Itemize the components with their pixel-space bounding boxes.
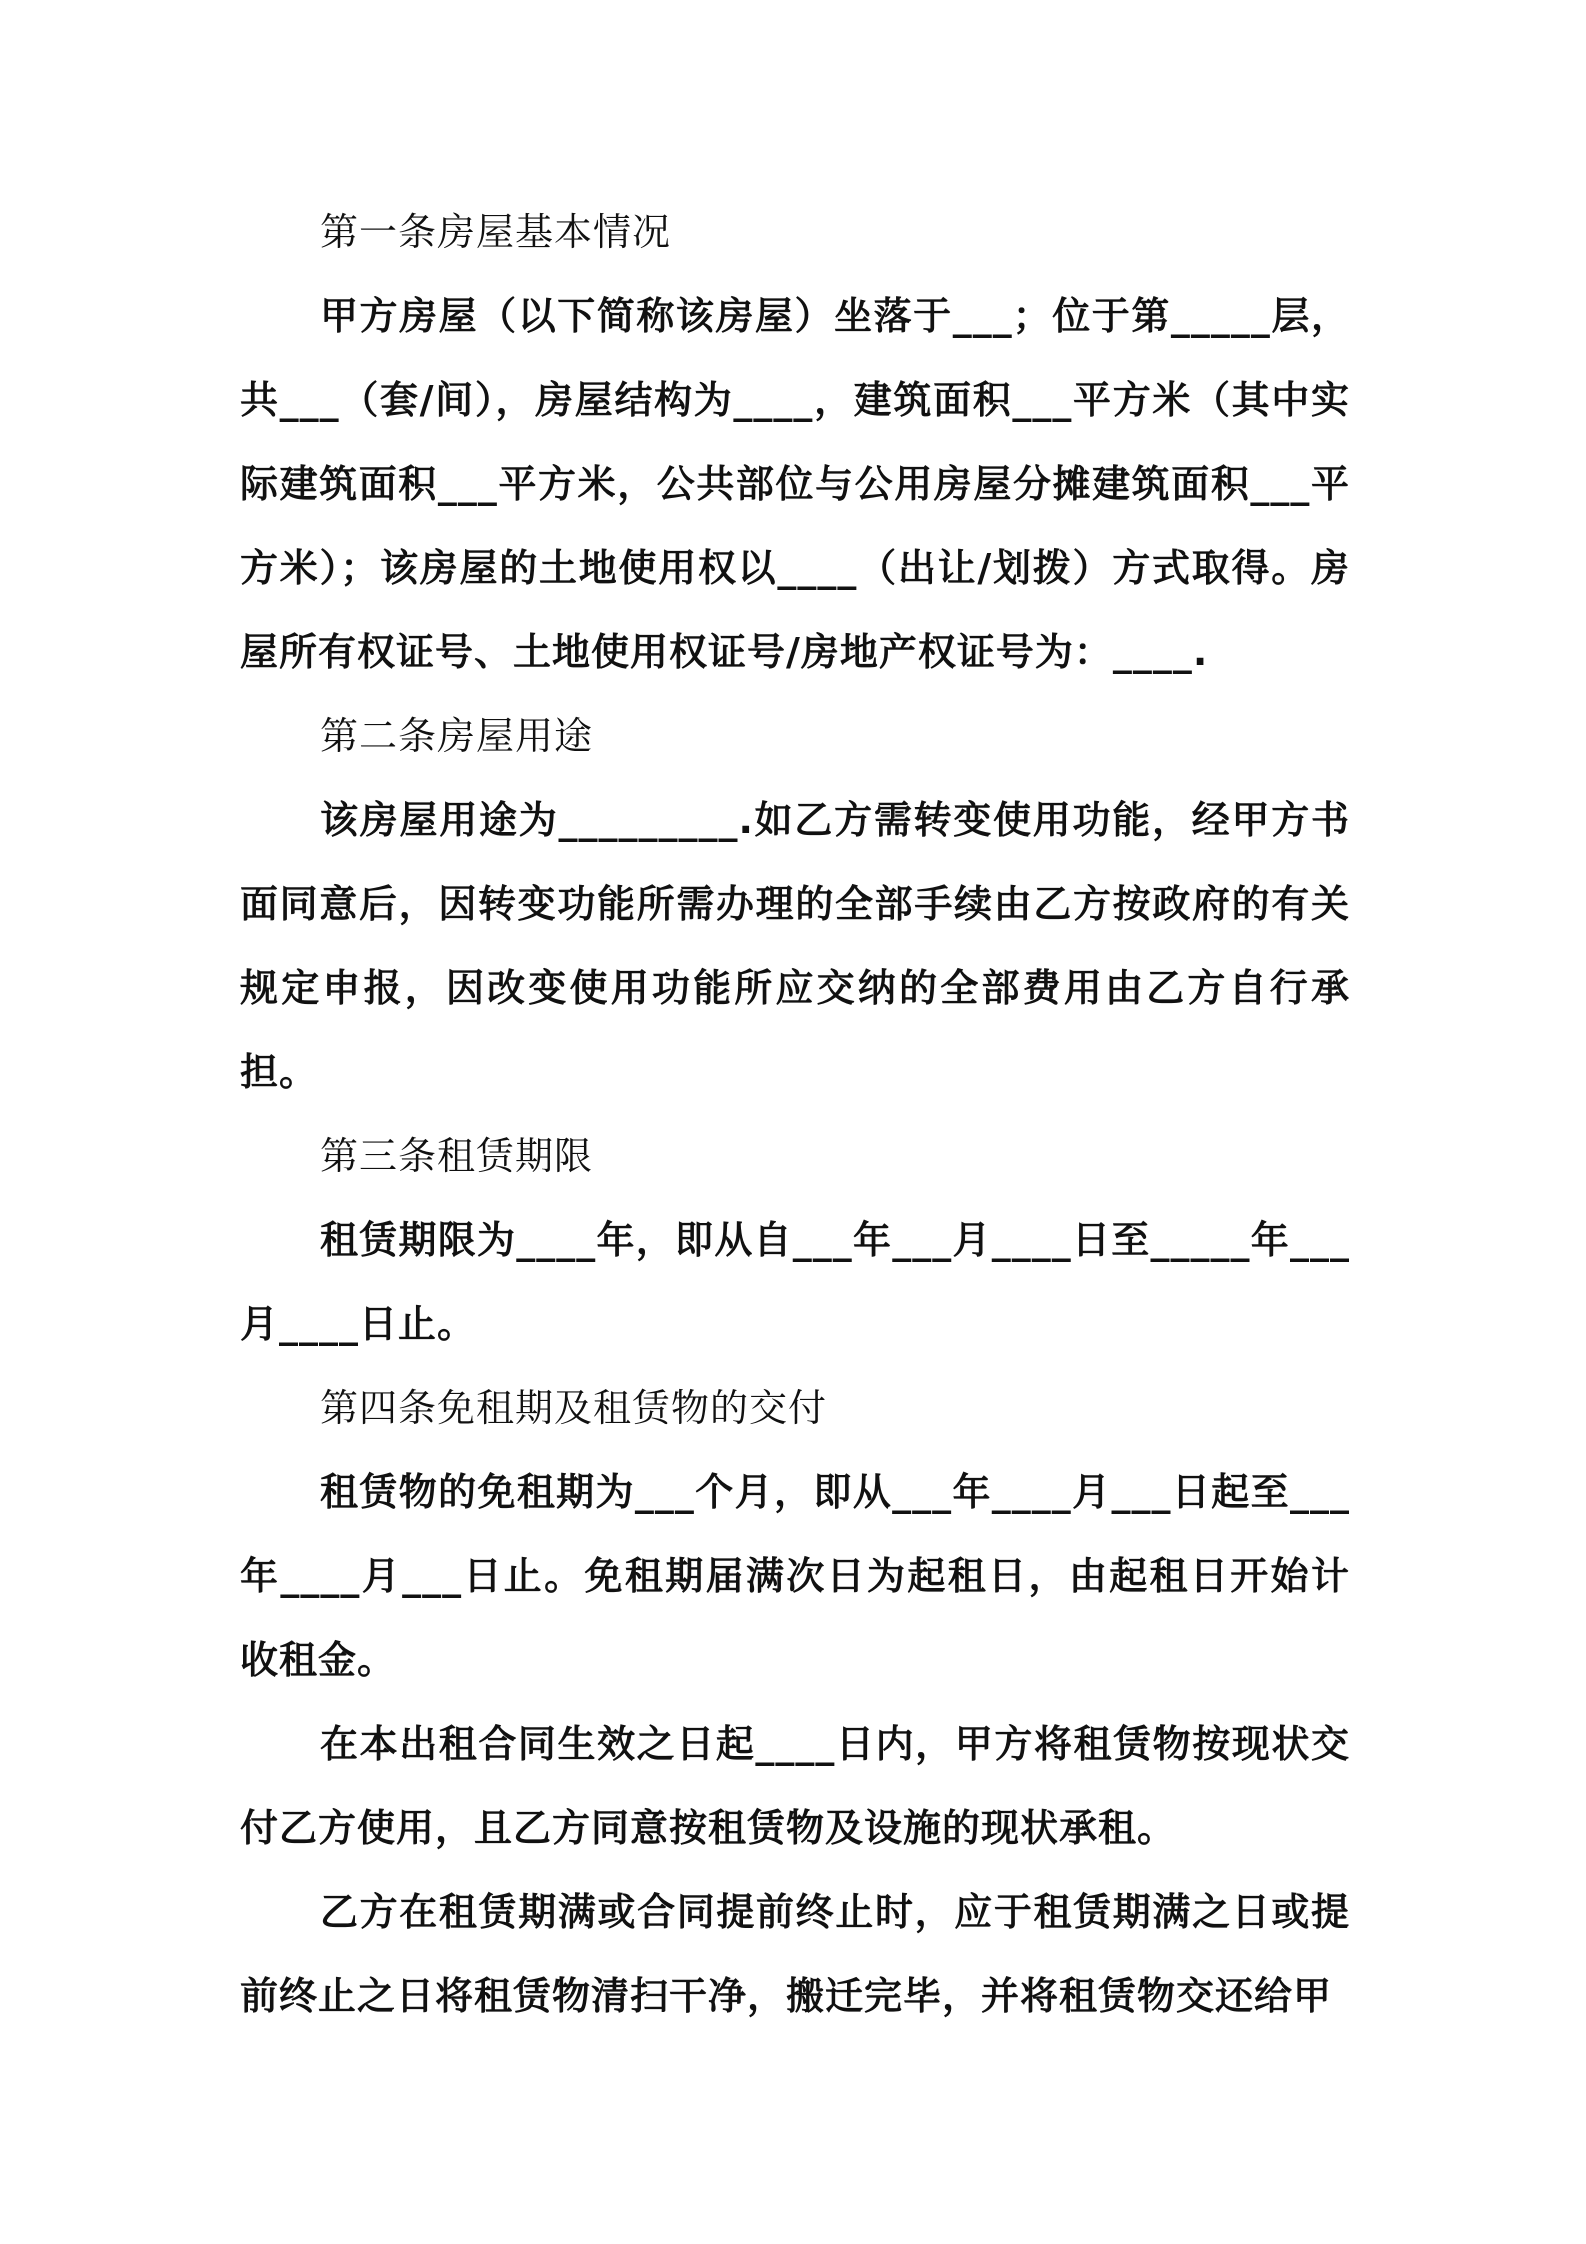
section-4-paragraph-2: 在本出租合同生效之日起____日内，甲方将租赁物按现状交付乙方使用，且乙方同意按租赁物及设施的现状承租。: [240, 1722, 1350, 1850]
section-4-paragraph-1: 租赁物的免租期为___个月，即从___年____月___日起至___年____月___日止。免租期届满次日为起租日，由起租日开始计收租金。: [240, 1470, 1350, 1682]
section-1-heading: 第一条房屋基本情况: [320, 210, 672, 254]
section-2-paragraph-1: 该房屋用途为_________.如乙方需转变使用功能，经甲方书面同意后，因转变功能所需办理的全部手续由乙方按政府的有关规定申报，因改变使用功能所应交纳的全部费用由乙方自行承担。: [240, 798, 1350, 1094]
section-2-heading: 第二条房屋用途: [320, 714, 594, 758]
section-4-heading: 第四条免租期及租赁物的交付: [320, 1386, 828, 1430]
section-1-paragraph-1: 甲方房屋（以下简称该房屋）坐落于___；位于第_____层，共___（套/间），房屋结构为____，建筑面积___平方米（其中实际建筑面积___平方米，公共部位与公用房屋分摊建筑面积___平方米）；该房屋的土地使用权以____（出让/划拨）方式取得。房屋所有权证号、土地使用权证号/房地产权证号为：____.: [240, 294, 1350, 674]
section-3-heading: 第三条租赁期限: [320, 1134, 594, 1178]
document-body: [240, 190, 1350, 2038]
section-3-paragraph-1: 租赁期限为____年，即从自___年___月____日至_____年___月____日止。: [240, 1218, 1350, 1346]
section-4-paragraph-3: 乙方在租赁期满或合同提前终止时，应于租赁期满之日或提前终止之日将租赁物清扫干净，搬迁完毕，并将租赁物交还给甲: [240, 1890, 1350, 2018]
